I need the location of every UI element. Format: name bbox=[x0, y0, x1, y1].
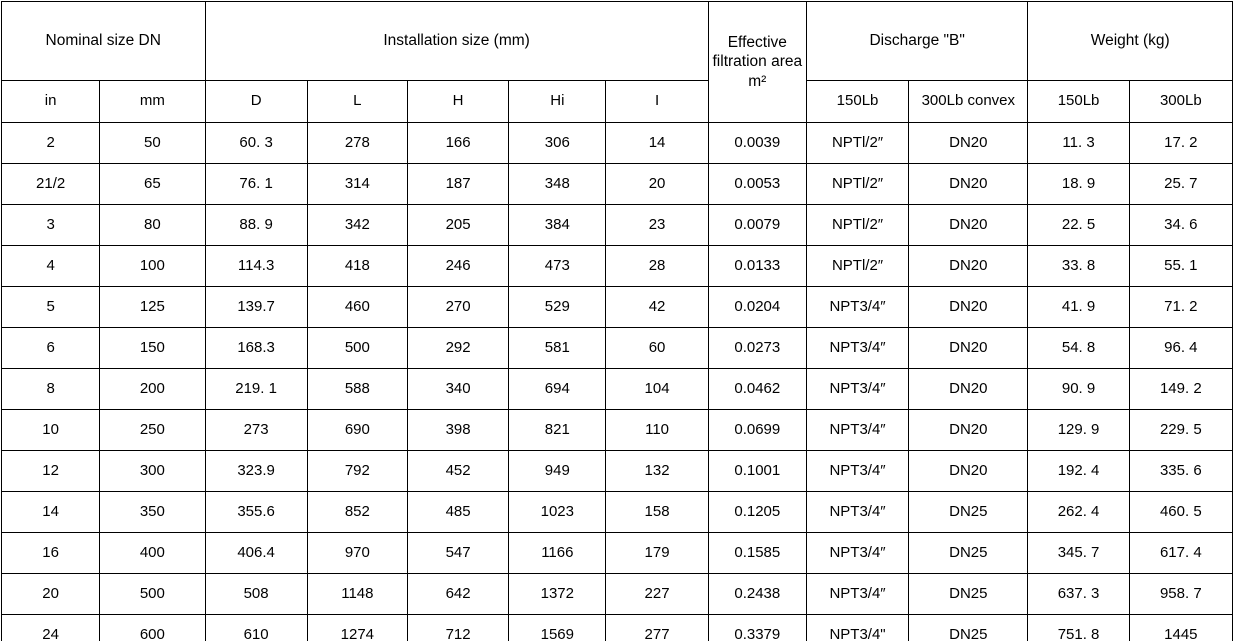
cell-discharge-300lb: DN20 bbox=[909, 369, 1028, 410]
subheader-i: I bbox=[606, 81, 708, 123]
cell-i: 110 bbox=[606, 410, 708, 451]
cell-mm: 500 bbox=[100, 574, 205, 615]
cell-mm: 200 bbox=[100, 369, 205, 410]
cell-discharge-150lb: NPTl/2″ bbox=[806, 246, 908, 287]
cell-hi: 348 bbox=[509, 164, 606, 205]
cell-effective-area: 0.0273 bbox=[708, 328, 806, 369]
cell-d: 508 bbox=[205, 574, 307, 615]
cell-discharge-300lb: DN20 bbox=[909, 246, 1028, 287]
subheader-h: H bbox=[407, 81, 508, 123]
cell-weight-300lb: 1445 bbox=[1129, 615, 1232, 641]
cell-hi: 694 bbox=[509, 369, 606, 410]
table-row bbox=[2, 369, 1233, 410]
cell-l: 314 bbox=[307, 164, 407, 205]
cell-i: 104 bbox=[606, 369, 708, 410]
cell-effective-area: 0.0462 bbox=[708, 369, 806, 410]
table-row bbox=[2, 533, 1233, 574]
cell-weight-300lb: 55. 1 bbox=[1129, 246, 1232, 287]
cell-hi: 473 bbox=[509, 246, 606, 287]
cell-effective-area: 0.1585 bbox=[708, 533, 806, 574]
cell-i: 28 bbox=[606, 246, 708, 287]
cell-d: 139.7 bbox=[205, 287, 307, 328]
cell-weight-300lb: 460. 5 bbox=[1129, 492, 1232, 533]
cell-i: 42 bbox=[606, 287, 708, 328]
cell-in: 6 bbox=[2, 328, 100, 369]
cell-h: 292 bbox=[407, 328, 508, 369]
header-group-row bbox=[2, 2, 1233, 81]
cell-discharge-150lb: NPT3/4″ bbox=[806, 492, 908, 533]
cell-hi: 1023 bbox=[509, 492, 606, 533]
cell-effective-area: 0.0204 bbox=[708, 287, 806, 328]
cell-l: 418 bbox=[307, 246, 407, 287]
table-row bbox=[2, 328, 1233, 369]
cell-weight-150lb: 637. 3 bbox=[1028, 574, 1129, 615]
cell-mm: 150 bbox=[100, 328, 205, 369]
subheader-discharge-300lb-convex: 300Lb convex bbox=[909, 81, 1028, 123]
cell-discharge-300lb: DN25 bbox=[909, 492, 1028, 533]
cell-weight-300lb: 229. 5 bbox=[1129, 410, 1232, 451]
cell-mm: 100 bbox=[100, 246, 205, 287]
cell-effective-area: 0.0699 bbox=[708, 410, 806, 451]
header-group-discharge-b: Discharge "B" bbox=[806, 2, 1028, 81]
cell-effective-area: 0.1205 bbox=[708, 492, 806, 533]
cell-l: 500 bbox=[307, 328, 407, 369]
table-row bbox=[2, 615, 1233, 641]
cell-h: 398 bbox=[407, 410, 508, 451]
subheader-weight-150lb: 150Lb bbox=[1028, 81, 1129, 123]
table-row bbox=[2, 451, 1233, 492]
cell-weight-150lb: 129. 9 bbox=[1028, 410, 1129, 451]
cell-discharge-300lb: DN20 bbox=[909, 205, 1028, 246]
cell-l: 278 bbox=[307, 123, 407, 164]
cell-i: 132 bbox=[606, 451, 708, 492]
header-effective-filtration-area: Effective filtration area m² bbox=[708, 2, 806, 123]
cell-weight-150lb: 345. 7 bbox=[1028, 533, 1129, 574]
cell-weight-300lb: 71. 2 bbox=[1129, 287, 1232, 328]
cell-l: 970 bbox=[307, 533, 407, 574]
cell-h: 187 bbox=[407, 164, 508, 205]
cell-d: 323.9 bbox=[205, 451, 307, 492]
cell-weight-300lb: 25. 7 bbox=[1129, 164, 1232, 205]
cell-i: 277 bbox=[606, 615, 708, 641]
header-group-installation-size: Installation size (mm) bbox=[205, 2, 708, 81]
cell-effective-area: 0.0079 bbox=[708, 205, 806, 246]
cell-d: 114.3 bbox=[205, 246, 307, 287]
cell-l: 342 bbox=[307, 205, 407, 246]
cell-d: 219. 1 bbox=[205, 369, 307, 410]
cell-l: 852 bbox=[307, 492, 407, 533]
cell-hi: 1372 bbox=[509, 574, 606, 615]
cell-d: 355.6 bbox=[205, 492, 307, 533]
cell-discharge-300lb: DN20 bbox=[909, 451, 1028, 492]
cell-discharge-150lb: NPT3/4″ bbox=[806, 410, 908, 451]
cell-hi: 1166 bbox=[509, 533, 606, 574]
cell-i: 227 bbox=[606, 574, 708, 615]
cell-discharge-150lb: NPT3/4″ bbox=[806, 287, 908, 328]
cell-h: 270 bbox=[407, 287, 508, 328]
cell-in: 12 bbox=[2, 451, 100, 492]
cell-weight-150lb: 22. 5 bbox=[1028, 205, 1129, 246]
cell-h: 547 bbox=[407, 533, 508, 574]
cell-discharge-150lb: NPT3/4″ bbox=[806, 451, 908, 492]
cell-i: 179 bbox=[606, 533, 708, 574]
table-row bbox=[2, 123, 1233, 164]
cell-l: 588 bbox=[307, 369, 407, 410]
cell-discharge-300lb: DN20 bbox=[909, 164, 1028, 205]
cell-h: 340 bbox=[407, 369, 508, 410]
subheader-d: D bbox=[205, 81, 307, 123]
cell-in: 24 bbox=[2, 615, 100, 641]
cell-d: 168.3 bbox=[205, 328, 307, 369]
cell-discharge-300lb: DN25 bbox=[909, 574, 1028, 615]
cell-in: 10 bbox=[2, 410, 100, 451]
cell-in: 8 bbox=[2, 369, 100, 410]
cell-discharge-150lb: NPT3/4″ bbox=[806, 533, 908, 574]
cell-in: 4 bbox=[2, 246, 100, 287]
cell-weight-150lb: 18. 9 bbox=[1028, 164, 1129, 205]
cell-d: 88. 9 bbox=[205, 205, 307, 246]
table-row bbox=[2, 574, 1233, 615]
cell-discharge-300lb: DN20 bbox=[909, 123, 1028, 164]
cell-in: 3 bbox=[2, 205, 100, 246]
cell-weight-300lb: 958. 7 bbox=[1129, 574, 1232, 615]
table-row bbox=[2, 205, 1233, 246]
cell-hi: 1569 bbox=[509, 615, 606, 641]
cell-hi: 949 bbox=[509, 451, 606, 492]
subheader-weight-300lb: 300Lb bbox=[1129, 81, 1232, 123]
cell-weight-150lb: 11. 3 bbox=[1028, 123, 1129, 164]
table-row bbox=[2, 287, 1233, 328]
cell-weight-150lb: 751. 8 bbox=[1028, 615, 1129, 641]
cell-discharge-150lb: NPTl/2″ bbox=[806, 123, 908, 164]
table-row bbox=[2, 410, 1233, 451]
cell-h: 452 bbox=[407, 451, 508, 492]
cell-mm: 400 bbox=[100, 533, 205, 574]
cell-discharge-150lb: NPTl/2″ bbox=[806, 164, 908, 205]
cell-h: 712 bbox=[407, 615, 508, 641]
cell-weight-150lb: 192. 4 bbox=[1028, 451, 1129, 492]
cell-i: 20 bbox=[606, 164, 708, 205]
cell-hi: 581 bbox=[509, 328, 606, 369]
cell-d: 273 bbox=[205, 410, 307, 451]
cell-in: 5 bbox=[2, 287, 100, 328]
cell-weight-300lb: 335. 6 bbox=[1129, 451, 1232, 492]
table-row bbox=[2, 164, 1233, 205]
cell-mm: 250 bbox=[100, 410, 205, 451]
cell-discharge-150lb: NPT3/4″ bbox=[806, 328, 908, 369]
cell-discharge-300lb: DN20 bbox=[909, 328, 1028, 369]
subheader-l: L bbox=[307, 81, 407, 123]
cell-i: 14 bbox=[606, 123, 708, 164]
cell-mm: 600 bbox=[100, 615, 205, 641]
cell-effective-area: 0.0053 bbox=[708, 164, 806, 205]
cell-effective-area: 0.0039 bbox=[708, 123, 806, 164]
cell-hi: 529 bbox=[509, 287, 606, 328]
cell-discharge-150lb: NPT3/4″ bbox=[806, 369, 908, 410]
subheader-mm: mm bbox=[100, 81, 205, 123]
cell-discharge-150lb: NPT3/4″ bbox=[806, 574, 908, 615]
cell-effective-area: 0.2438 bbox=[708, 574, 806, 615]
cell-discharge-150lb: NPTl/2″ bbox=[806, 205, 908, 246]
cell-d: 610 bbox=[205, 615, 307, 641]
header-sub-row bbox=[2, 81, 1233, 123]
cell-mm: 300 bbox=[100, 451, 205, 492]
cell-mm: 80 bbox=[100, 205, 205, 246]
cell-weight-300lb: 17. 2 bbox=[1129, 123, 1232, 164]
cell-weight-300lb: 617. 4 bbox=[1129, 533, 1232, 574]
cell-discharge-300lb: DN20 bbox=[909, 410, 1028, 451]
table-body bbox=[2, 123, 1233, 641]
cell-l: 1148 bbox=[307, 574, 407, 615]
cell-hi: 821 bbox=[509, 410, 606, 451]
cell-weight-150lb: 90. 9 bbox=[1028, 369, 1129, 410]
cell-i: 60 bbox=[606, 328, 708, 369]
cell-mm: 350 bbox=[100, 492, 205, 533]
cell-i: 23 bbox=[606, 205, 708, 246]
table-header bbox=[2, 2, 1233, 123]
cell-h: 485 bbox=[407, 492, 508, 533]
cell-in: 21/2 bbox=[2, 164, 100, 205]
cell-in: 16 bbox=[2, 533, 100, 574]
cell-weight-150lb: 54. 8 bbox=[1028, 328, 1129, 369]
cell-weight-300lb: 34. 6 bbox=[1129, 205, 1232, 246]
subheader-hi: Hi bbox=[509, 81, 606, 123]
table-row bbox=[2, 246, 1233, 287]
header-group-nominal-size: Nominal size DN bbox=[2, 2, 206, 81]
cell-mm: 50 bbox=[100, 123, 205, 164]
cell-discharge-300lb: DN25 bbox=[909, 533, 1028, 574]
subheader-in: in bbox=[2, 81, 100, 123]
cell-in: 20 bbox=[2, 574, 100, 615]
cell-l: 1274 bbox=[307, 615, 407, 641]
cell-weight-300lb: 149. 2 bbox=[1129, 369, 1232, 410]
cell-weight-150lb: 33. 8 bbox=[1028, 246, 1129, 287]
cell-mm: 125 bbox=[100, 287, 205, 328]
cell-h: 166 bbox=[407, 123, 508, 164]
cell-l: 792 bbox=[307, 451, 407, 492]
cell-discharge-300lb: DN20 bbox=[909, 287, 1028, 328]
cell-weight-150lb: 262. 4 bbox=[1028, 492, 1129, 533]
cell-mm: 65 bbox=[100, 164, 205, 205]
cell-effective-area: 0.1001 bbox=[708, 451, 806, 492]
cell-l: 460 bbox=[307, 287, 407, 328]
cell-effective-area: 0.3379 bbox=[708, 615, 806, 641]
cell-hi: 384 bbox=[509, 205, 606, 246]
cell-l: 690 bbox=[307, 410, 407, 451]
cell-effective-area: 0.0133 bbox=[708, 246, 806, 287]
cell-d: 76. 1 bbox=[205, 164, 307, 205]
cell-hi: 306 bbox=[509, 123, 606, 164]
cell-h: 205 bbox=[407, 205, 508, 246]
cell-discharge-300lb: DN25 bbox=[909, 615, 1028, 641]
specification-table bbox=[1, 1, 1233, 641]
subheader-discharge-150lb: 150Lb bbox=[806, 81, 908, 123]
cell-d: 60. 3 bbox=[205, 123, 307, 164]
cell-i: 158 bbox=[606, 492, 708, 533]
cell-in: 2 bbox=[2, 123, 100, 164]
cell-in: 14 bbox=[2, 492, 100, 533]
cell-weight-150lb: 41. 9 bbox=[1028, 287, 1129, 328]
header-group-weight: Weight (kg) bbox=[1028, 2, 1233, 81]
cell-h: 642 bbox=[407, 574, 508, 615]
cell-weight-300lb: 96. 4 bbox=[1129, 328, 1232, 369]
cell-h: 246 bbox=[407, 246, 508, 287]
table-row bbox=[2, 492, 1233, 533]
cell-discharge-150lb: NPT3/4" bbox=[806, 615, 908, 641]
cell-d: 406.4 bbox=[205, 533, 307, 574]
